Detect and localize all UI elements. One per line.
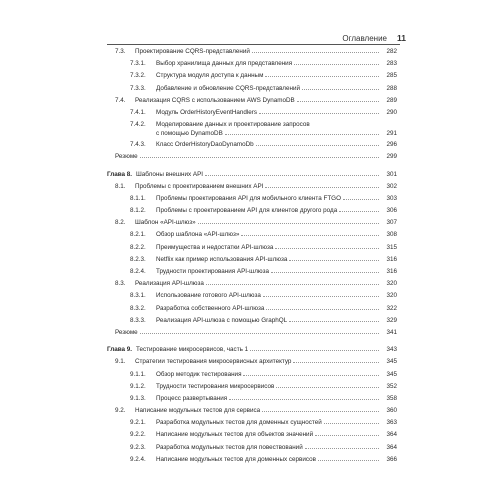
toc-entry-subsection[interactable] — [107, 369, 397, 381]
toc-entry-title: Проектирование CQRS-представлений — [135, 48, 250, 55]
toc-dot-leader — [275, 248, 379, 249]
toc-entry-number: 8.3. — [115, 280, 126, 288]
toc-entry-subsection[interactable] — [107, 254, 397, 266]
toc-entry-number: 7.4.1. — [130, 108, 146, 116]
toc-entry-subsection[interactable] — [107, 139, 397, 151]
toc-entry-subsection[interactable] — [107, 290, 397, 302]
toc-entry-section[interactable] — [107, 181, 397, 193]
toc-entry-page: 308 — [386, 231, 397, 239]
toc-dot-leader — [271, 272, 379, 273]
toc-entry-title: Класс OrderHistoryDaoDynamoDb — [156, 141, 254, 149]
toc-entry-subsection[interactable] — [107, 107, 397, 119]
toc-entry-number: 8.1. — [115, 182, 126, 190]
toc-entry-page: 283 — [386, 60, 397, 68]
toc-entry-chapter[interactable] — [107, 169, 397, 181]
toc-entry-subsection[interactable] — [107, 454, 397, 466]
toc-entry-number: 9.2.1. — [130, 419, 146, 427]
toc-entry-title-wrap — [156, 242, 379, 254]
toc-entry-page: 282 — [386, 48, 397, 55]
toc-entry-subsection[interactable] — [107, 58, 397, 70]
toc-entry-title-wrap — [135, 356, 379, 368]
toc-entry-page: 303 — [386, 194, 397, 202]
toc-entry-number: 9.1.3. — [130, 394, 146, 402]
toc-entry-title: Добавление и обновление CQRS-представлений — [156, 84, 300, 92]
toc-entry-title: Реализация API-шлюза — [135, 280, 204, 288]
toc-entry-title-wrap — [156, 417, 379, 429]
toc-entry-title: Обзор методик тестирования — [156, 370, 242, 378]
toc-entry-page: 352 — [386, 382, 397, 390]
toc-entry-subsection[interactable] — [107, 193, 397, 205]
toc-entry-number: 9.2.4. — [130, 455, 146, 463]
toc-entry-subsection[interactable] — [107, 303, 397, 315]
toc-dot-leader — [198, 223, 379, 224]
toc-entry-title-wrap — [156, 229, 379, 241]
toc-entry-number: 7.4.3. — [130, 141, 146, 149]
toc-entry-title: Тестирование микросервисов, часть 1 — [136, 346, 249, 354]
toc-entry-section[interactable] — [107, 278, 397, 290]
toc-entry-title-line1: Моделирование данных и проектирование запросов — [156, 121, 310, 129]
toc-entry-number: 7.4. — [115, 96, 126, 104]
toc-dot-leader — [315, 435, 379, 436]
toc-dot-leader — [259, 113, 379, 114]
header-rule — [107, 44, 400, 45]
toc-entry-page: 329 — [386, 316, 397, 324]
toc-entry-title: Разработка собственного API-шлюза — [156, 304, 265, 312]
toc-entry-page: 307 — [386, 219, 397, 227]
toc-entry-title-wrap — [156, 429, 379, 441]
toc-entry-title-wrap — [135, 405, 379, 417]
toc-entry-section[interactable] — [107, 46, 397, 58]
toc-entry-page: 363 — [386, 419, 397, 427]
toc-entry-number: 7.3.1. — [130, 60, 146, 68]
toc-entry-number: 8.3.1. — [130, 292, 146, 300]
toc-entry-title-wrap — [135, 181, 379, 193]
toc-entry-page: 364 — [386, 431, 397, 439]
toc-entry-title: Разработка модульных тестов для повествований — [156, 443, 303, 451]
toc-entry-title-wrap — [156, 393, 379, 405]
toc-entry-title-wrap — [156, 381, 379, 393]
toc-entry-page: 341 — [386, 328, 397, 336]
toc-entry-title: Модуль OrderHistoryEventHandlers — [156, 108, 258, 116]
toc-entry-title: Стратегии тестирования микросервисных архитектур — [135, 358, 292, 366]
toc-entry-subsection[interactable] — [107, 229, 397, 241]
toc-chapter-number: Глава 8. — [107, 170, 133, 178]
toc-dot-leader — [293, 362, 379, 363]
toc-entry-subsection[interactable] — [107, 381, 397, 393]
toc-dot-leader — [140, 333, 379, 334]
toc-entry-title-wrap — [156, 254, 379, 266]
toc-entry-title-wrap — [156, 58, 379, 70]
toc-entry-title: Резюме — [115, 153, 138, 161]
toc-entry-title: Проблемы с проектированием внешних API — [135, 182, 264, 190]
toc-entry-title-wrap — [135, 217, 379, 229]
toc-dot-leader — [289, 260, 379, 261]
toc-entry-page: 306 — [386, 207, 397, 215]
toc-dot-leader — [263, 296, 379, 297]
toc-entry-page: 345 — [386, 370, 397, 378]
toc-entry-title: Использование готового API-шлюза — [156, 292, 261, 300]
toc-entry-number: 7.4.2. — [130, 121, 146, 129]
toc-entry-number: 8.2.2. — [130, 243, 146, 251]
toc-entry-page: 299 — [386, 153, 397, 161]
toc-entry-subsection[interactable] — [107, 429, 397, 441]
toc-entry-page: 316 — [386, 255, 397, 263]
toc-dot-leader — [305, 448, 379, 449]
toc-entry-title-wrap — [156, 454, 379, 466]
toc-entry-title: Реализация CQRS с использованием AWS DynamoDB — [135, 96, 295, 104]
toc-dot-leader — [206, 284, 379, 285]
toc-entry-title: Шаблоны внешних API — [136, 170, 204, 178]
toc-entry-number: 8.2.1. — [130, 231, 146, 239]
toc-dot-leader — [252, 52, 379, 53]
toc-entry-title-wrap — [156, 83, 379, 95]
toc-entry-title-wrap — [156, 139, 379, 151]
toc-entry-number: 8.2.3. — [130, 255, 146, 263]
toc-entry-title-line2: с помощью DynamoDB — [156, 129, 223, 137]
toc-entry-title-wrap — [156, 107, 379, 119]
toc-entry-title-wrap — [135, 46, 379, 58]
toc-entry-title: Преимущества и недостатки API-шлюза — [156, 243, 274, 251]
toc-entry-page: 289 — [386, 96, 397, 104]
toc-dot-leader — [265, 187, 379, 188]
toc-entry-subsection[interactable] — [107, 442, 397, 454]
toc-entry-page: 291 — [386, 129, 397, 137]
toc-entry-subsection[interactable] — [107, 205, 397, 217]
toc-entry-subsection[interactable] — [107, 70, 397, 82]
toc-entry-page: 320 — [386, 292, 397, 300]
toc-entry-title-wrap — [136, 169, 379, 181]
toc-entry-page: 343 — [386, 346, 397, 354]
toc-entry-title-wrap — [115, 151, 379, 163]
toc-entry-title-wrap — [135, 278, 379, 290]
toc-entry-title: Обзор шаблона «API-шлюз» — [156, 231, 240, 239]
toc-entry-page: 320 — [386, 280, 397, 288]
toc-entry-title: Написание модульных тестов для сервиса — [135, 407, 261, 415]
toc-entry-title-wrap — [156, 290, 379, 302]
toc-entry-page: 288 — [386, 84, 397, 92]
toc-dot-leader — [225, 134, 379, 135]
running-header — [342, 33, 406, 43]
toc-dot-leader — [229, 399, 379, 400]
toc-entry-title: Трудности тестирования микросервисов — [156, 382, 275, 390]
table-of-contents — [107, 46, 397, 466]
toc-entry-title-wrap — [135, 95, 379, 107]
toc-entry-number: 8.2. — [115, 219, 126, 227]
toc-entry-number: 9.1.1. — [130, 370, 146, 378]
toc-entry-title-wrap — [156, 193, 379, 205]
toc-entry-subsection[interactable] — [107, 315, 397, 327]
toc-entry-number: 9.1. — [115, 358, 126, 366]
toc-entry-summary[interactable] — [107, 151, 397, 163]
toc-dot-leader — [250, 350, 379, 351]
toc-dot-leader — [318, 460, 379, 461]
toc-dot-leader — [266, 309, 379, 310]
toc-entry-subsection[interactable] — [107, 242, 397, 254]
toc-entry-page: 285 — [386, 72, 397, 80]
toc-entry-title: Шаблон «API-шлюз» — [135, 219, 196, 227]
toc-entry-number: 9.2. — [115, 407, 126, 415]
page-number: 11 — [397, 33, 406, 43]
toc-entry-title: Проблемы проектирования API для мобильного клиента FTGO — [156, 194, 341, 202]
toc-entry-subsection[interactable] — [107, 417, 397, 429]
toc-entry-number: 7.3.3. — [130, 84, 146, 92]
toc-entry-number: 8.1.2. — [130, 207, 146, 215]
toc-entry-title-wrap — [156, 70, 379, 82]
toc-entry-title-wrap — [115, 327, 379, 339]
toc-entry-title: Разработка модульных тестов для доменных сущностей — [156, 419, 322, 427]
toc-dot-leader — [265, 76, 379, 77]
toc-entry-page: 366 — [386, 455, 397, 463]
toc-chapter-number: Глава 9. — [107, 346, 133, 354]
toc-dot-leader — [205, 175, 379, 176]
toc-dot-leader — [294, 64, 379, 65]
toc-entry-number: 9.2.2. — [130, 431, 146, 439]
toc-entry-number: 8.1.1. — [130, 194, 146, 202]
toc-entry-chapter[interactable] — [107, 344, 397, 356]
toc-dot-leader — [297, 101, 379, 102]
toc-entry-title: Процесс развертывания — [156, 394, 228, 402]
toc-entry-number: 8.3.3. — [130, 316, 146, 324]
toc-entry-subsection[interactable] — [107, 119, 397, 139]
toc-entry-page: 345 — [386, 358, 397, 366]
toc-entry-title-wrap — [156, 442, 379, 454]
toc-entry-title-wrap — [156, 205, 379, 217]
toc-entry-page: 364 — [386, 443, 397, 451]
toc-dot-leader — [289, 321, 379, 322]
toc-entry-number: 7.3. — [115, 48, 126, 55]
toc-dot-leader — [256, 145, 379, 146]
toc-entry-summary[interactable] — [107, 327, 397, 339]
toc-entry-number: 9.1.2. — [130, 382, 146, 390]
toc-entry-title-wrap — [156, 303, 379, 315]
toc-dot-leader — [343, 199, 379, 200]
toc-entry-title-wrap — [156, 128, 379, 140]
toc-dot-leader — [339, 211, 379, 212]
toc-dot-leader — [241, 235, 379, 236]
toc-entry-page: 296 — [386, 141, 397, 149]
toc-entry-page: 360 — [386, 407, 397, 415]
toc-entry-title: Netflix как пример использования API-шлюза — [156, 255, 288, 263]
toc-entry-title: Выбор хранилища данных для представления — [156, 60, 293, 68]
toc-entry-title-wrap — [136, 344, 379, 356]
toc-entry-page: 302 — [386, 182, 397, 190]
toc-entry-page: 315 — [386, 243, 397, 251]
toc-entry-title: Структура модуля доступа к данным — [156, 72, 264, 80]
toc-entry-title: Резюме — [115, 328, 138, 336]
toc-dot-leader — [243, 375, 379, 376]
toc-entry-section[interactable] — [107, 217, 397, 229]
toc-entry-number: 7.3.2. — [130, 72, 146, 80]
toc-entry-subsection[interactable] — [107, 393, 397, 405]
running-header-title: Оглавление — [342, 34, 387, 43]
toc-entry-title: Проблемы с проектированием API для клиентов другого рода — [156, 207, 338, 215]
toc-entry-title: Реализация API-шлюза с помощью GraphQL — [156, 316, 288, 324]
toc-entry-page: 301 — [386, 170, 397, 178]
toc-entry-number: 9.2.3. — [130, 443, 146, 451]
toc-entry-page: 316 — [386, 268, 397, 275]
toc-entry-title: Написание модульных тестов для объектов значений — [156, 431, 314, 439]
toc-entry-title: Трудности проектирования API-шлюза — [156, 268, 269, 275]
toc-entry-section[interactable] — [107, 356, 397, 368]
toc-entry-number: 8.2.4. — [130, 268, 146, 275]
toc-entry-title: Написание модульных тестов для доменных сервисов — [156, 455, 316, 463]
toc-entry-page: 322 — [386, 304, 397, 312]
toc-entry-section[interactable] — [107, 405, 397, 417]
toc-dot-leader — [276, 387, 379, 388]
toc-entry-title-wrap — [156, 266, 379, 278]
toc-dot-leader — [324, 423, 379, 424]
toc-entry-page: 290 — [386, 108, 397, 116]
toc-dot-leader — [262, 411, 379, 412]
toc-entry-section[interactable] — [107, 95, 397, 107]
toc-dot-leader — [140, 157, 379, 158]
toc-entry-title-wrap — [156, 369, 379, 381]
toc-entry-number: 8.3.2. — [130, 304, 146, 312]
toc-entry-subsection[interactable] — [107, 266, 397, 278]
toc-entry-subsection[interactable] — [107, 83, 397, 95]
toc-entry-title-wrap — [156, 315, 379, 327]
toc-entry-page: 358 — [386, 394, 397, 402]
toc-dot-leader — [302, 89, 379, 90]
